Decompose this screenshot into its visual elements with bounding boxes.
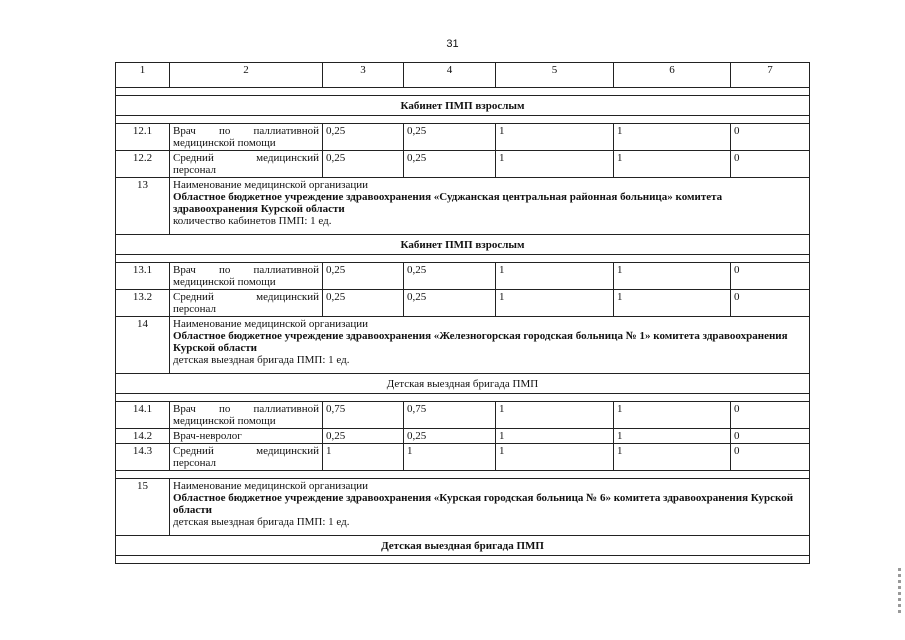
position-line: Средний медицинский bbox=[173, 445, 319, 457]
position-line: персонал bbox=[173, 303, 217, 315]
position-cell bbox=[170, 444, 323, 471]
table-header-row bbox=[116, 63, 810, 88]
section-heading-row bbox=[116, 235, 810, 255]
position-line: Средний медицинский bbox=[173, 291, 319, 303]
header-col-6: 6 bbox=[614, 63, 731, 88]
position-line: Средний медицинский bbox=[173, 152, 319, 164]
cell-col-4: 0,75 bbox=[404, 402, 496, 429]
row-number: 14.2 bbox=[116, 429, 170, 444]
organization-row bbox=[116, 479, 810, 536]
cell-col-6: 1 bbox=[614, 263, 731, 290]
position-cell bbox=[170, 263, 323, 290]
row-number: 14.3 bbox=[116, 444, 170, 471]
position-cell bbox=[170, 402, 323, 429]
organization-label: Наименование медицинской организации bbox=[173, 480, 368, 492]
section-title: Кабинет ПМП взрослым bbox=[116, 235, 810, 255]
section-heading-row bbox=[116, 374, 810, 394]
organization-row bbox=[116, 178, 810, 235]
row-number: 12.1 bbox=[116, 124, 170, 151]
cell-col-4: 0,25 bbox=[404, 124, 496, 151]
header-col-7: 7 bbox=[731, 63, 810, 88]
position-line: Врач по паллиативной bbox=[173, 403, 319, 415]
organization-cell bbox=[170, 317, 810, 374]
organization-label: Наименование медицинской организации bbox=[173, 179, 368, 191]
cell-col-4: 0,25 bbox=[404, 290, 496, 317]
section-heading-row bbox=[116, 96, 810, 116]
table-row bbox=[116, 402, 810, 429]
cell-col-4: 0,25 bbox=[404, 151, 496, 178]
cell-col-4: 0,25 bbox=[404, 429, 496, 444]
position-line: медицинской помощи bbox=[173, 415, 276, 427]
cell-col-5: 1 bbox=[496, 402, 614, 429]
cell-col-7: 0 bbox=[731, 429, 810, 444]
cell-col-6: 1 bbox=[614, 402, 731, 429]
cell-col-3: 0,25 bbox=[323, 429, 404, 444]
position-line: персонал bbox=[173, 457, 217, 469]
cell-col-7: 0 bbox=[731, 444, 810, 471]
table-row bbox=[116, 263, 810, 290]
cell-col-3: 0,25 bbox=[323, 290, 404, 317]
position-line: медицинской помощи bbox=[173, 137, 276, 149]
organization-note: количество кабинетов ПМП: 1 ед. bbox=[173, 215, 332, 227]
row-number: 14.1 bbox=[116, 402, 170, 429]
cell-col-3: 0,25 bbox=[323, 263, 404, 290]
organization-cell bbox=[170, 479, 810, 536]
table-row bbox=[116, 124, 810, 151]
row-number: 12.2 bbox=[116, 151, 170, 178]
organization-name: Областное бюджетное учреждение здравоохранения «Суджанская центральная районная больница» комитета здравоохранения Курской области bbox=[173, 191, 723, 215]
organization-name: Областное бюджетное учреждение здравоохранения «Железногорская городская больница № 1» комитета здравоохранения Курской области bbox=[173, 330, 788, 354]
spacer-row bbox=[116, 394, 810, 402]
cell-col-3: 0,25 bbox=[323, 151, 404, 178]
position-line: Врач по паллиативной bbox=[173, 125, 319, 137]
table-row bbox=[116, 444, 810, 471]
spacer-row bbox=[116, 88, 810, 96]
cell-col-6: 1 bbox=[614, 429, 731, 444]
cell-col-7: 0 bbox=[731, 124, 810, 151]
organization-note: детская выездная бригада ПМП: 1 ед. bbox=[173, 516, 350, 528]
position-cell bbox=[170, 151, 323, 178]
spacer-row bbox=[116, 116, 810, 124]
organization-name: Областное бюджетное учреждение здравоохранения «Курская городская больница № 6» комитета здравоохранения Курской области bbox=[173, 492, 794, 516]
spacer-row bbox=[116, 471, 810, 479]
position-cell bbox=[170, 124, 323, 151]
position-cell bbox=[170, 290, 323, 317]
cell-col-7: 0 bbox=[731, 151, 810, 178]
row-number: 14 bbox=[116, 317, 170, 374]
header-col-5: 5 bbox=[496, 63, 614, 88]
cell-col-6: 1 bbox=[614, 151, 731, 178]
table-row bbox=[116, 290, 810, 317]
cell-col-3: 0,25 bbox=[323, 124, 404, 151]
header-col-4: 4 bbox=[404, 63, 496, 88]
staffing-table bbox=[115, 62, 810, 564]
cell-col-5: 1 bbox=[496, 263, 614, 290]
row-number: 13.1 bbox=[116, 263, 170, 290]
cell-col-5: 1 bbox=[496, 124, 614, 151]
cell-col-5: 1 bbox=[496, 290, 614, 317]
row-number: 13 bbox=[116, 178, 170, 235]
position-line: Врач по паллиативной bbox=[173, 264, 319, 276]
section-title: Кабинет ПМП взрослым bbox=[116, 96, 810, 116]
header-col-1: 1 bbox=[116, 63, 170, 88]
header-col-2: 2 bbox=[170, 63, 323, 88]
spacer-row bbox=[116, 255, 810, 263]
table-row bbox=[116, 151, 810, 178]
spacer-row bbox=[116, 556, 810, 564]
row-number: 13.2 bbox=[116, 290, 170, 317]
cell-col-3: 1 bbox=[323, 444, 404, 471]
section-heading-row bbox=[116, 536, 810, 556]
organization-cell bbox=[170, 178, 810, 235]
cell-col-6: 1 bbox=[614, 290, 731, 317]
position-line: медицинской помощи bbox=[173, 276, 276, 288]
cell-col-3: 0,75 bbox=[323, 402, 404, 429]
cell-col-5: 1 bbox=[496, 151, 614, 178]
organization-row bbox=[116, 317, 810, 374]
cell-col-5: 1 bbox=[496, 444, 614, 471]
header-col-3: 3 bbox=[323, 63, 404, 88]
cell-col-7: 0 bbox=[731, 290, 810, 317]
section-title: Детская выездная бригада ПМП bbox=[116, 536, 810, 556]
row-number: 15 bbox=[116, 479, 170, 536]
cell-col-4: 1 bbox=[404, 444, 496, 471]
position-cell: Врач-невролог bbox=[170, 429, 323, 444]
organization-label: Наименование медицинской организации bbox=[173, 318, 368, 330]
cell-col-5: 1 bbox=[496, 429, 614, 444]
position-line: персонал bbox=[173, 164, 217, 176]
cell-col-4: 0,25 bbox=[404, 263, 496, 290]
table-row bbox=[116, 429, 810, 444]
organization-note: детская выездная бригада ПМП: 1 ед. bbox=[173, 354, 350, 366]
cell-col-6: 1 bbox=[614, 444, 731, 471]
cell-col-7: 0 bbox=[731, 402, 810, 429]
page-number: 31 bbox=[446, 38, 459, 50]
section-title: Детская выездная бригада ПМП bbox=[116, 374, 810, 394]
cell-col-6: 1 bbox=[614, 124, 731, 151]
scan-edge-mark bbox=[898, 568, 901, 628]
cell-col-7: 0 bbox=[731, 263, 810, 290]
